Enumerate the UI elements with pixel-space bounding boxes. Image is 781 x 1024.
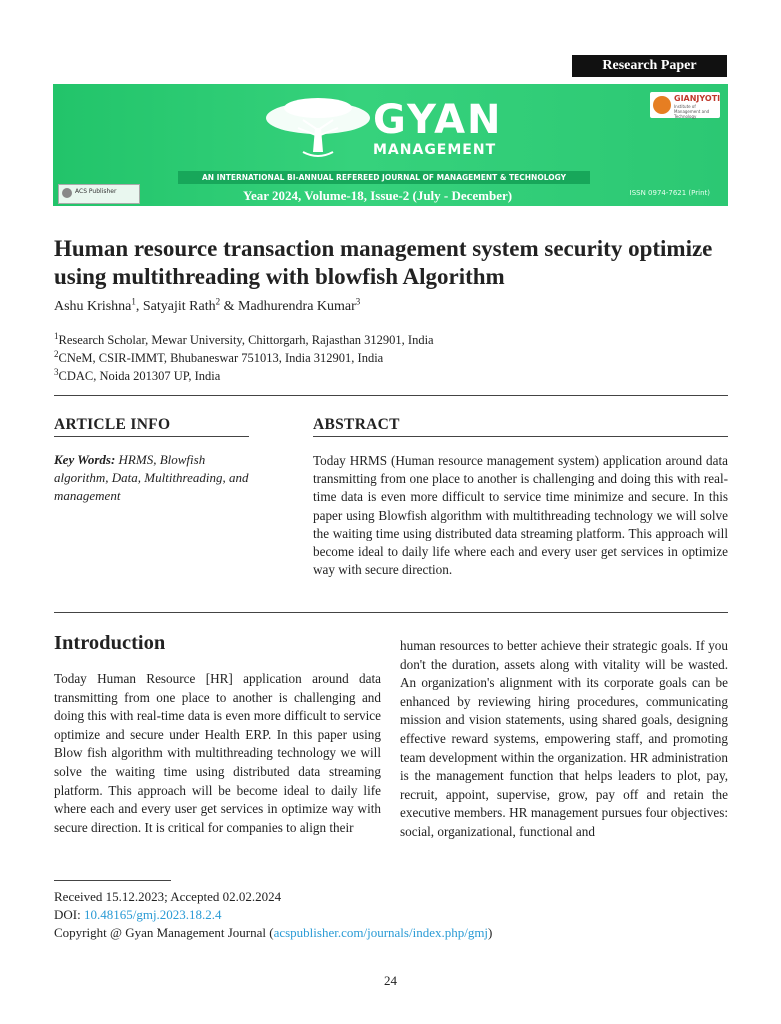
partner-logo xyxy=(650,92,720,118)
journal-tagline: AN INTERNATIONAL BI-ANNUAL REFEREED JOURNAL OF MANAGEMENT & TECHNOLOGY xyxy=(178,171,590,184)
author-affiliation-mark: 1 xyxy=(131,296,136,307)
abstract-heading: ABSTRACT xyxy=(313,416,400,433)
author-separator: , xyxy=(135,299,143,314)
author-list xyxy=(54,296,361,315)
paper-title: Human resource transaction management system security optimize using multithreading with blowfish Algorithm xyxy=(54,236,713,289)
footnotes xyxy=(54,888,492,942)
partner-subtitle: Institute of Management and Technology xyxy=(674,104,710,119)
author-name: Satyajit Rath xyxy=(142,299,216,314)
publisher-logo xyxy=(58,184,140,204)
author-separator: & xyxy=(220,299,238,314)
article-info-underline xyxy=(54,436,249,437)
affiliation-text: CNeM, CSIR-IMMT, Bhubaneswar 751013, India 312901, India xyxy=(58,351,384,365)
journal-url-link[interactable]: acspublisher.com/journals/index.php/gmj xyxy=(273,925,489,940)
article-info-heading: ARTICLE INFO xyxy=(54,416,171,433)
publisher-mark-icon xyxy=(62,188,72,198)
affiliation xyxy=(54,348,384,366)
received-date: Received 15.12.2023; Accepted 02.02.2024 xyxy=(54,889,282,904)
keywords-text: HRMS, Blowfish algorithm, Data, Multithreading, and management xyxy=(54,452,249,503)
doi-link[interactable]: 10.48165/gmj.2023.18.2.4 xyxy=(83,907,222,922)
affiliation xyxy=(54,366,221,384)
author-affiliation-mark: 2 xyxy=(215,296,221,307)
copyright-line xyxy=(54,924,492,942)
affiliation-text: Research Scholar, Mewar University, Chittorgarh, Rajasthan 312901, India xyxy=(58,333,434,347)
affiliation-number: 2 xyxy=(54,348,59,359)
brand-subname: MANAGEMENT xyxy=(373,142,497,158)
copyright-suffix: ) xyxy=(488,925,493,940)
doi-label: DOI: xyxy=(54,907,84,922)
affiliation-number: 1 xyxy=(54,330,59,341)
doi-line xyxy=(54,906,492,924)
section-divider xyxy=(54,612,728,613)
abstract-underline xyxy=(313,436,728,437)
affiliation-number: 3 xyxy=(54,366,59,377)
paper-type-badge: Research Paper xyxy=(572,55,727,77)
page-number: 24 xyxy=(384,973,397,988)
author-name: Madhurendra Kumar xyxy=(238,299,356,314)
affiliation-text: CDAC, Noida 201307 UP, India xyxy=(58,369,221,383)
footnote-divider xyxy=(54,880,171,881)
body-column-left: Today Human Resource [HR] application around data transmitting from one place to another is challenging and doing this with real-time data is even more difficult to service optimize and secure under Health ERP. In this paper using Blow fish algorithm with multithreading technology we will solve the waiting time using distributed data streaming platform. This approach will be become ideal to daily life where each and every user get services in optimize way with secure direction. It is critical for companies to align their xyxy=(54,671,381,835)
abstract-text: Today HRMS (Human resource management system) application around data transmitting from one place to another is challenging and doing this with real-time data is even more difficult to service time minimize and secure. In this paper using Blowfish algorithm with multithreading technology we will solve the waiting time using distributed data streaming platform. This approach will become ideal to daily life where each and every user get services in optimize way with secure direction. xyxy=(313,453,728,578)
author-name: Ashu Krishna xyxy=(54,299,132,314)
journal-volume: Year 2024, Volume-18, Issue-2 (July - December) xyxy=(243,188,513,203)
affiliation xyxy=(54,330,434,348)
journal-issn: ISSN 0974-7621 (Print) xyxy=(629,189,710,197)
partner-name: GIANJYOTI xyxy=(674,94,721,103)
section-divider xyxy=(54,395,728,396)
brand-name: GYAN xyxy=(373,97,503,143)
journal-banner xyxy=(53,84,728,206)
publisher-name: ACS Publisher xyxy=(75,188,117,195)
author-affiliation-mark: 3 xyxy=(355,296,361,307)
body-column-right: human resources to better achieve their strategic goals. If you don't the duration, assets along with vitality will be wasted. An organization's alignment with its corporate goals can be enhanced by reviewing hiring procedures, communicating mission and vision statements, using shared goals, designing effective reward systems, empowering staff, and promoting team development within the organization. HR administration is the management function that helps leaders to plot, pay, recruit, appoint, supervise, grow, pay off and retain the executive members. HR management pursues four objectives: social, organizational, functional and xyxy=(400,638,728,839)
keywords-label: Key Words: xyxy=(54,452,116,467)
partner-mark-icon xyxy=(653,96,671,114)
tree-logo-icon xyxy=(263,90,373,170)
introduction-heading: Introduction xyxy=(54,632,166,654)
keywords xyxy=(54,451,249,505)
copyright-prefix: Copyright @ Gyan Management Journal ( xyxy=(54,925,274,940)
